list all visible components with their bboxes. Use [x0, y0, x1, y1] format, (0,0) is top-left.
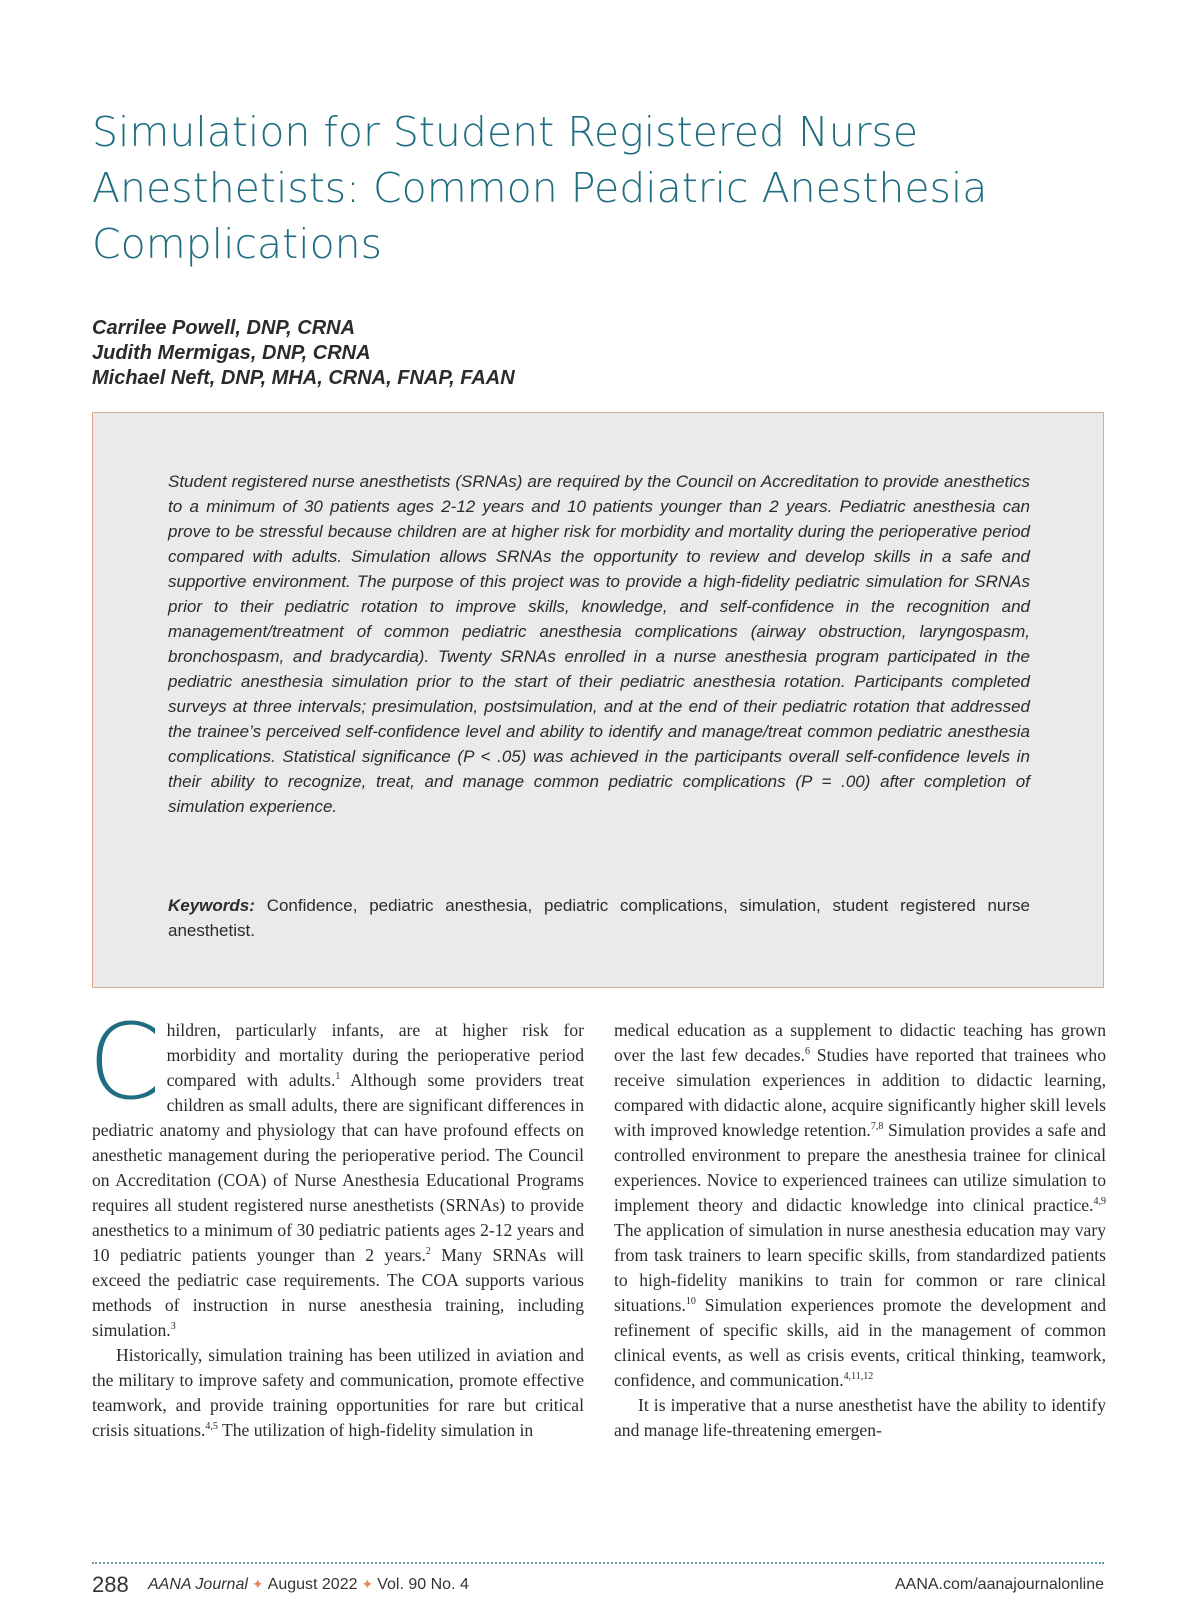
title-line: Anesthetists: Common Pediatric Anesthesia — [92, 164, 988, 212]
separator-icon: ✦ — [251, 1576, 264, 1592]
author: Judith Mermigas, DNP, CRNA — [92, 342, 371, 364]
citation: 2 — [425, 1246, 431, 1258]
body-text: hildren, particularly infants, are at higher risk for morbidity and mortality during the perioperative period compared with adults. — [166, 1020, 584, 1090]
body-paragraph — [614, 1018, 1106, 1393]
citation: 4,5 — [205, 1421, 218, 1433]
footer-divider — [92, 1562, 1104, 1564]
title-line: Simulation for Student Registered Nurse — [92, 108, 919, 156]
body-paragraph — [92, 1343, 584, 1443]
volume-info: Vol. 90 No. 4 — [377, 1576, 469, 1593]
citation: 1 — [335, 1071, 341, 1083]
body-text: The application of simulation in nurse anesthesia education may vary from task trainers to learn specific skills, from standardized patients to high-fidelity manikins to train for common or rare clinical situations. — [614, 1220, 1106, 1315]
citation: 4,9 — [1093, 1196, 1106, 1208]
journal-info — [148, 1576, 469, 1594]
keywords-label: Keywords: — [168, 896, 255, 915]
body-paragraph — [88, 1001, 584, 1343]
author-list — [92, 316, 515, 391]
abstract-box — [92, 412, 1104, 988]
body-text: Many SRNAs will exceed the pediatric case requirements. The COA supports various methods of instruction in nurse anesthesia training, including simulation. — [92, 1245, 584, 1340]
page-footer — [92, 1572, 1104, 1600]
body-text: Historically, simulation training has been utilized in aviation and the military to improve safety and communication, promote effective teamwork, and provide training opportunities for rare but critical crisis situations. — [92, 1345, 584, 1440]
body-text: Simulation experiences promote the development and refinement of specific skills, aid in the management of common clinical events, as well as crisis events, critical thinking, teamwork, confidence, and communication. — [614, 1295, 1106, 1390]
citation: 3 — [170, 1321, 176, 1333]
article-title — [92, 104, 1132, 272]
title-line: Complications — [92, 220, 383, 268]
citation: 10 — [685, 1296, 696, 1308]
body-paragraph: It is imperative that a nurse anesthetist have the ability to identify and manage life-threatening emergen- — [614, 1395, 1106, 1440]
body-column-right — [614, 1018, 1106, 1443]
body-text: Although some providers treat children as small adults, there are significant differences in pediatric anatomy and physiology that can have profound effects on anesthetic management during the perioperative period. The Council on Accreditation (COA) of Nurse Anesthesia Educational Programs requires all student registered nurse anesthetists (SRNAs) to provide anesthetics to a minimum of 30 pediatric patients ages 2-12 years and 10 pediatric patients younger than 2 years. — [92, 1070, 584, 1265]
separator-icon: ✦ — [361, 1576, 374, 1592]
citation: 6 — [804, 1046, 810, 1058]
author: Michael Neft, DNP, MHA, CRNA, FNAP, FAAN — [92, 367, 515, 389]
citation: 4,11,12 — [843, 1371, 874, 1383]
author: Carrilee Powell, DNP, CRNA — [92, 317, 356, 339]
drop-cap: C — [88, 1001, 161, 1123]
journal-website: AANA.com/aanajournalonline — [894, 1576, 1104, 1593]
journal-name: AANA Journal — [148, 1576, 248, 1593]
body-text: The utilization of high-fidelity simulation in — [217, 1420, 534, 1440]
body-text: Studies have reported that trainees who receive simulation experiences in addition to didactic learning, compared with didactic alone, acquire significantly higher skill levels with improved knowledge retention. — [614, 1045, 1106, 1140]
citation: 7,8 — [870, 1121, 884, 1133]
keywords-text: Confidence, pediatric anesthesia, pediatric complications, simulation, student registered nurse anesthetist. — [168, 896, 1030, 940]
abstract-text: Student registered nurse anesthetists (SRNAs) are required by the Council on Accreditation to provide anesthetics to a minimum of 30 patients ages 2-12 years and 10 patients younger than 2 years. Pediatric anesthesia can prove to be stressful because children are at higher risk for morbidity and mortality during the perioperative period compared with adults. Simulation allows SRNAs the opportunity to review and develop skills in a safe and supportive environment. The purpose of this project was to provide a high-fidelity pediatric simulation for SRNAs prior to their pediatric rotation to improve skills, knowledge, and self-confidence in the recognition and management/treatment of common pediatric anesthesia complications (airway obstruction, laryngospasm, bronchospasm, and bradycardia). Twenty SRNAs enrolled in a nurse anesthesia program participated in the pediatric anesthesia simulation prior to the start of their pediatric anesthesia rotation. Participants completed surveys at three intervals; presimulation, postsimulation, and at the end of their pediatric rotation that addressed the trainee’s perceived self-confidence level and ability to identify and manage/treat common pediatric anesthesia complications. Statistical significance (P < .05) was achieved in the participants overall self-confidence levels in their ability to recognize, treat, and manage common pediatric complications (P = .00) after completion of simulation experience. — [168, 472, 1030, 816]
page-number: 288 — [92, 1572, 129, 1597]
body-text: medical education as a supplement to didactic teaching has grown over the last few decades. — [614, 1020, 1106, 1065]
issue-date: August 2022 — [267, 1576, 358, 1593]
body-column-left — [88, 1001, 584, 1443]
keywords — [168, 893, 1030, 943]
body-text: Simulation provides a safe and controlled environment to prepare the anesthesia trainee for clinical experiences. Novice to experienced trainees can utilize simulation to implement theory and didactic knowledge into clinical practice. — [614, 1120, 1106, 1215]
